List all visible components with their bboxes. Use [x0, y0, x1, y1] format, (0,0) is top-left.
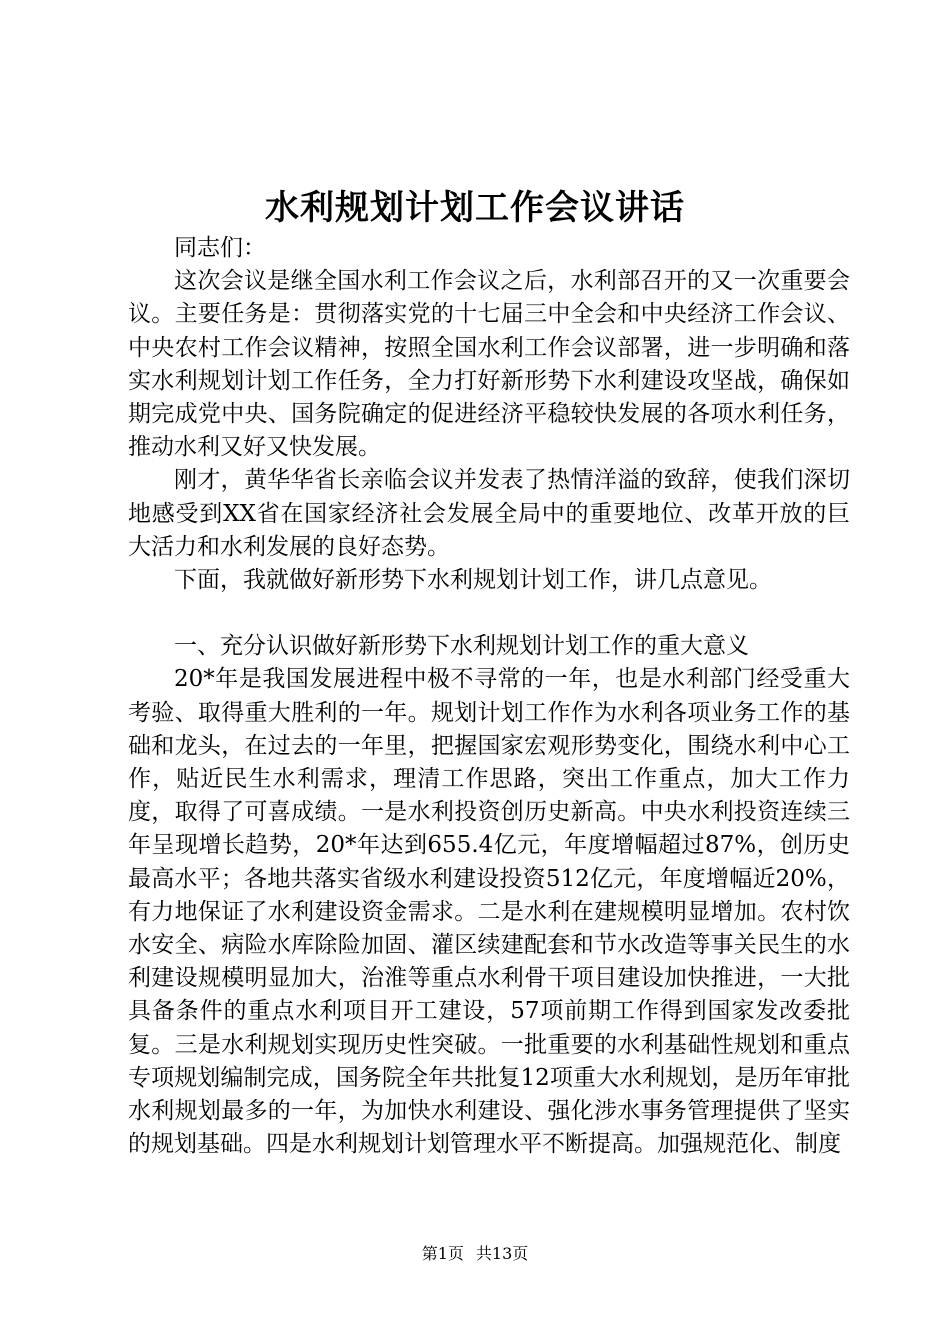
outline-paragraph: 下面，我就做好新形势下水利规划计划工作，讲几点意见。 — [174, 567, 772, 594]
page-number: 第1页 — [421, 1244, 464, 1263]
section-body-paragraph: 20*年是我国发展进程中极不寻常的一年，也是水利部门经受重大考验、取得重大胜利的一年。规划计划工作作为水利各项业务工作的基础和龙头，在过去的一年里，把握国家宏观形势变化，围绕水利中心工作，贴近民生水利需求，理清工作思路，突出工作重点，加大工作力度，取得了可喜成绩。一是水利投资创历史新高。中央水利投资连续三年呈现增长趋势，20*年达到655.4亿元，年度增幅超过87%，创历史最高水平；各地共落实省级水利建设投资512亿元，年度增幅近20%，有力地保证了水利建设资金需求。二是水利在建规模明显增加。农村饮水安全、病险水库除险加固、灌区续建配套和节水改造等事关民生的水利建设规模明显加大，治淮等重点水利骨干项目建设加快推进，一大批具备条件的重点水利项目开工建设，57项前期工作得到国家发改委批复。三是水利规划实现历史性突破。一批重要的水利基础性规划和重点专项规划编制完成，国务院全年共批复12项重大水利规划，是历年审批水利规划最多的一年，为加快水利建设、强化涉水事务管理提供了坚实的规划基础。四是水利规划计划管理水平不断提高。加强规范化、制度 — [128, 666, 850, 1158]
governor-paragraph: 刚才，黄华华省长亲临会议并发表了热情洋溢的致辞，使我们深切地感受到XX省在国家经济社会发展全局中的重要地位、改革开放的巨大活力和水利发展的良好态势。 — [128, 467, 850, 560]
page-footer — [0, 1243, 950, 1265]
section-heading: 一、充分认识做好新形势下水利规划计划工作的重大意义 — [174, 633, 749, 660]
page-total: 共13页 — [475, 1244, 529, 1263]
salutation-paragraph: 同志们： — [174, 235, 266, 261]
document-title: 水利规划计划工作会议讲话 — [265, 188, 685, 228]
intro-paragraph: 这次会议是继全国水利工作会议之后，水利部召开的又一次重要会议。主要任务是：贯彻落实党的十七届三中全会和中央经济工作会议、中央农村工作会议精神，按照全国水利工作会议部署，进一步明确和落实水利规划计划工作任务，全力打好新形势下水利建设攻坚战，确保如期完成党中央、国务院确定的促进经济平稳较快发展的各项水利任务，推动水利又好又快发展。 — [128, 268, 850, 461]
document-body — [128, 232, 850, 1161]
